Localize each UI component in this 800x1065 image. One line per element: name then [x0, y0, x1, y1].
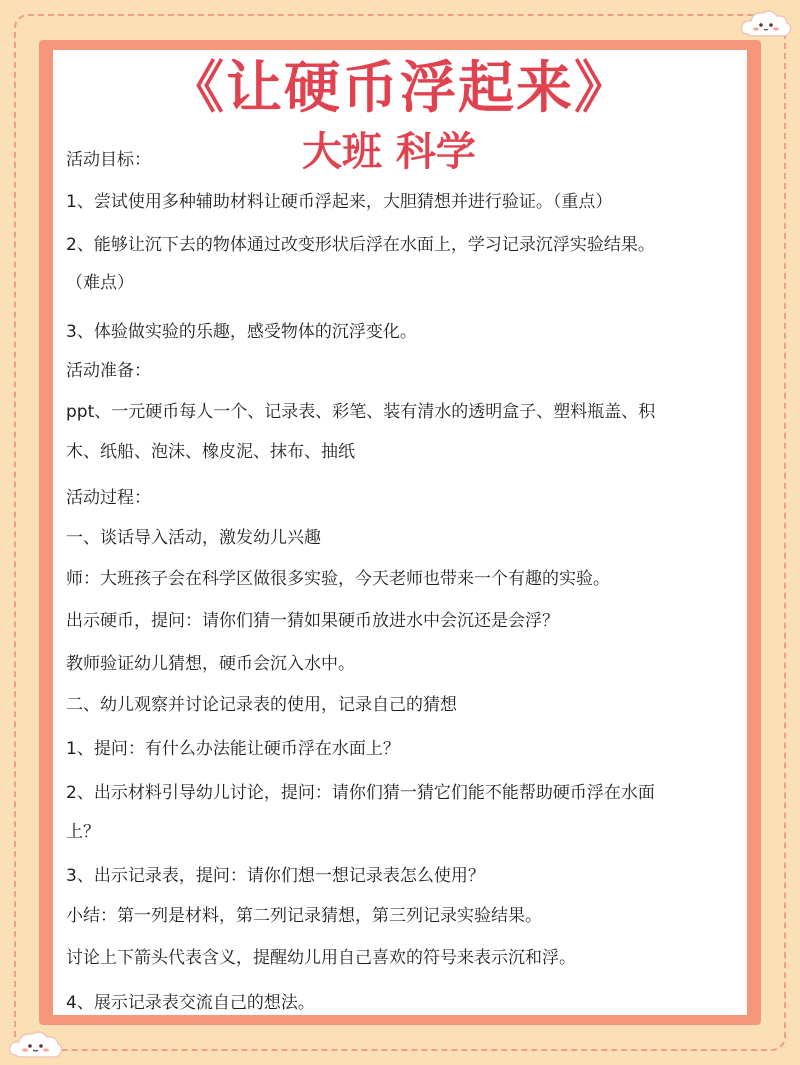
process-text: 3、出示记录表，提问：请你们想一想记录表怎么使用？ — [66, 866, 485, 886]
materials-line-2: 木、纸船、泡沫、橡皮泥、抹布、抽纸 — [66, 442, 355, 462]
process-text: 1、提问：有什么办法能让硬币浮在水面上？ — [66, 739, 400, 759]
process-summary: 小结：第一列是材料，第二列记录猜想，第三列记录实验结果。 — [66, 906, 542, 926]
cloud-sticker-icon — [6, 1027, 66, 1061]
process-text: 出示硬币，提问：请你们猜一猜如果硬币放进水中会沉还是会浮？ — [66, 611, 559, 631]
page-subtitle: 大班 科学 — [302, 129, 476, 175]
process-step-2: 二、幼儿观察并讨论记录表的使用，记录自己的猜想 — [66, 695, 457, 715]
section-heading-process: 活动过程： — [66, 488, 151, 508]
process-text: 教师验证幼儿猜想，硬币会沉入水中。 — [66, 654, 355, 674]
materials-line-1: ppt、一元硬币每人一个、记录表、彩笔、装有清水的透明盒子、塑料瓶盖、积 — [66, 402, 656, 422]
goal-item-2: 2、能够让沉下去的物体通过改变形状后浮在水面上，学习记录沉浮实验结果。 — [66, 235, 655, 255]
process-text: 师：大班孩子会在科学区做很多实验，今天老师也带来一个有趣的实验。 — [66, 569, 610, 589]
process-step-1: 一、谈话导入活动，激发幼儿兴趣 — [66, 528, 321, 548]
goal-item-3: 3、体验做实验的乐趣，感受物体的沉浮变化。 — [66, 322, 417, 342]
process-text: 上？ — [66, 822, 100, 842]
process-text: 2、出示材料引导幼儿讨论，提问：请你们猜一猜它们能不能帮助硬币浮在水面 — [66, 783, 655, 803]
process-text: 讨论上下箭头代表含义，提醒幼儿用自己喜欢的符号来表示沉和浮。 — [66, 948, 576, 968]
page-title: 《让硬币浮起来》 — [168, 56, 632, 121]
goal-item-1: 1、尝试使用多种辅助材料让硬币浮起来，大胆猜想并进行验证。（重点） — [66, 192, 613, 212]
section-heading-preparation: 活动准备： — [66, 361, 151, 381]
process-text: 4、展示记录表交流自己的想法。 — [66, 993, 315, 1013]
goal-item-2-note: （难点） — [66, 273, 134, 293]
section-heading-goals: 活动目标： — [66, 150, 151, 170]
cloud-sticker-icon — [738, 6, 794, 40]
